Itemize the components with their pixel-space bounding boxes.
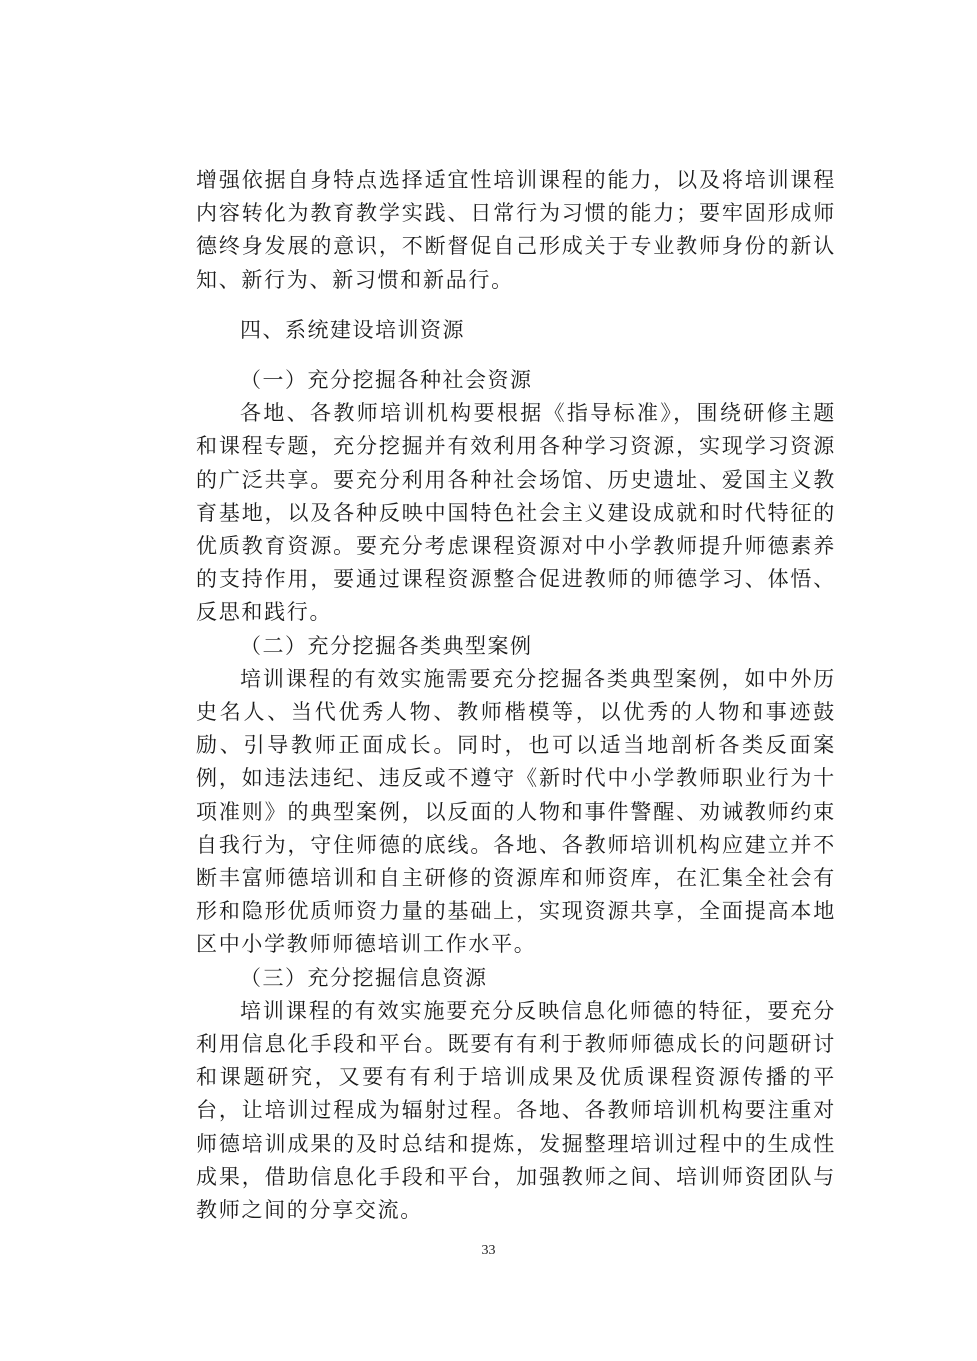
subsection-body-1: 各地、各教师培训机构要根据《指导标准》，围绕研修主题和课程专题，充分挖掘并有效利用各种学习资源，实现学习资源的广泛共享。要充分利用各种社会场馆、历史遗址、爱国主义教育基地，以及各种反映中国特色社会主义建设成就和时代特征的优质教育资源。要充分考虑课程资源对中小学教师提升师德素养的支持作用，要通过课程资源整合促进教师的师德学习、体悟、反思和践行。 — [196, 401, 836, 625]
section-heading: 四、系统建设培训资源 — [240, 317, 465, 342]
subsection-body-2: 培训课程的有效实施需要充分挖掘各类典型案例，如中外历史名人、当代优秀人物、教师楷模等，以优秀的人物和事迹鼓励、引导教师正面成长。同时，也可以适当地剖析各类反面案例，如违法违纪、违反或不遵守《新时代中小学教师职业行为十项准则》的典型案例，以反面的人物和事件警醒、劝诫教师约束自我行为，守住师德的底线。各地、各教师培训机构应建立并不断丰富师德培训和自主研修的资源库和师资库，在汇集全社会有形和隐形优质师资力量的基础上，实现资源共享，全面提高本地区中小学教师师德培训工作水平。 — [196, 666, 836, 957]
subsection-heading-1: （一）充分挖掘各种社会资源 — [240, 368, 533, 393]
subsection-heading-2: （二）充分挖掘各类典型案例 — [240, 633, 533, 658]
subsection-heading-3: （三）充分挖掘信息资源 — [240, 965, 488, 990]
page-number: 33 — [481, 1243, 496, 1258]
subsection-body-3: 培训课程的有效实施要充分反映信息化师德的特征，要充分利用信息化手段和平台。既要有有利于教师师德成长的问题研讨和课题研究，又要有有利于培训成果及优质课程资源传播的平台，让培训过程成为辐射过程。各地、各教师培训机构要注重对师德培训成果的及时总结和提炼，发掘整理培训过程中的生成性成果，借助信息化手段和平台，加强教师之间、培训师资团队与教师之间的分享交流。 — [196, 998, 836, 1223]
intro-paragraph: 增强依据自身特点选择适宜性培训课程的能力，以及将培训课程内容转化为教育教学实践、日常行为习惯的能力；要牢固形成师德终身发展的意识，不断督促自己形成关于专业教师身份的新认知、新行为、新习惯和新品行。 — [196, 168, 836, 292]
document-body — [196, 164, 836, 1227]
